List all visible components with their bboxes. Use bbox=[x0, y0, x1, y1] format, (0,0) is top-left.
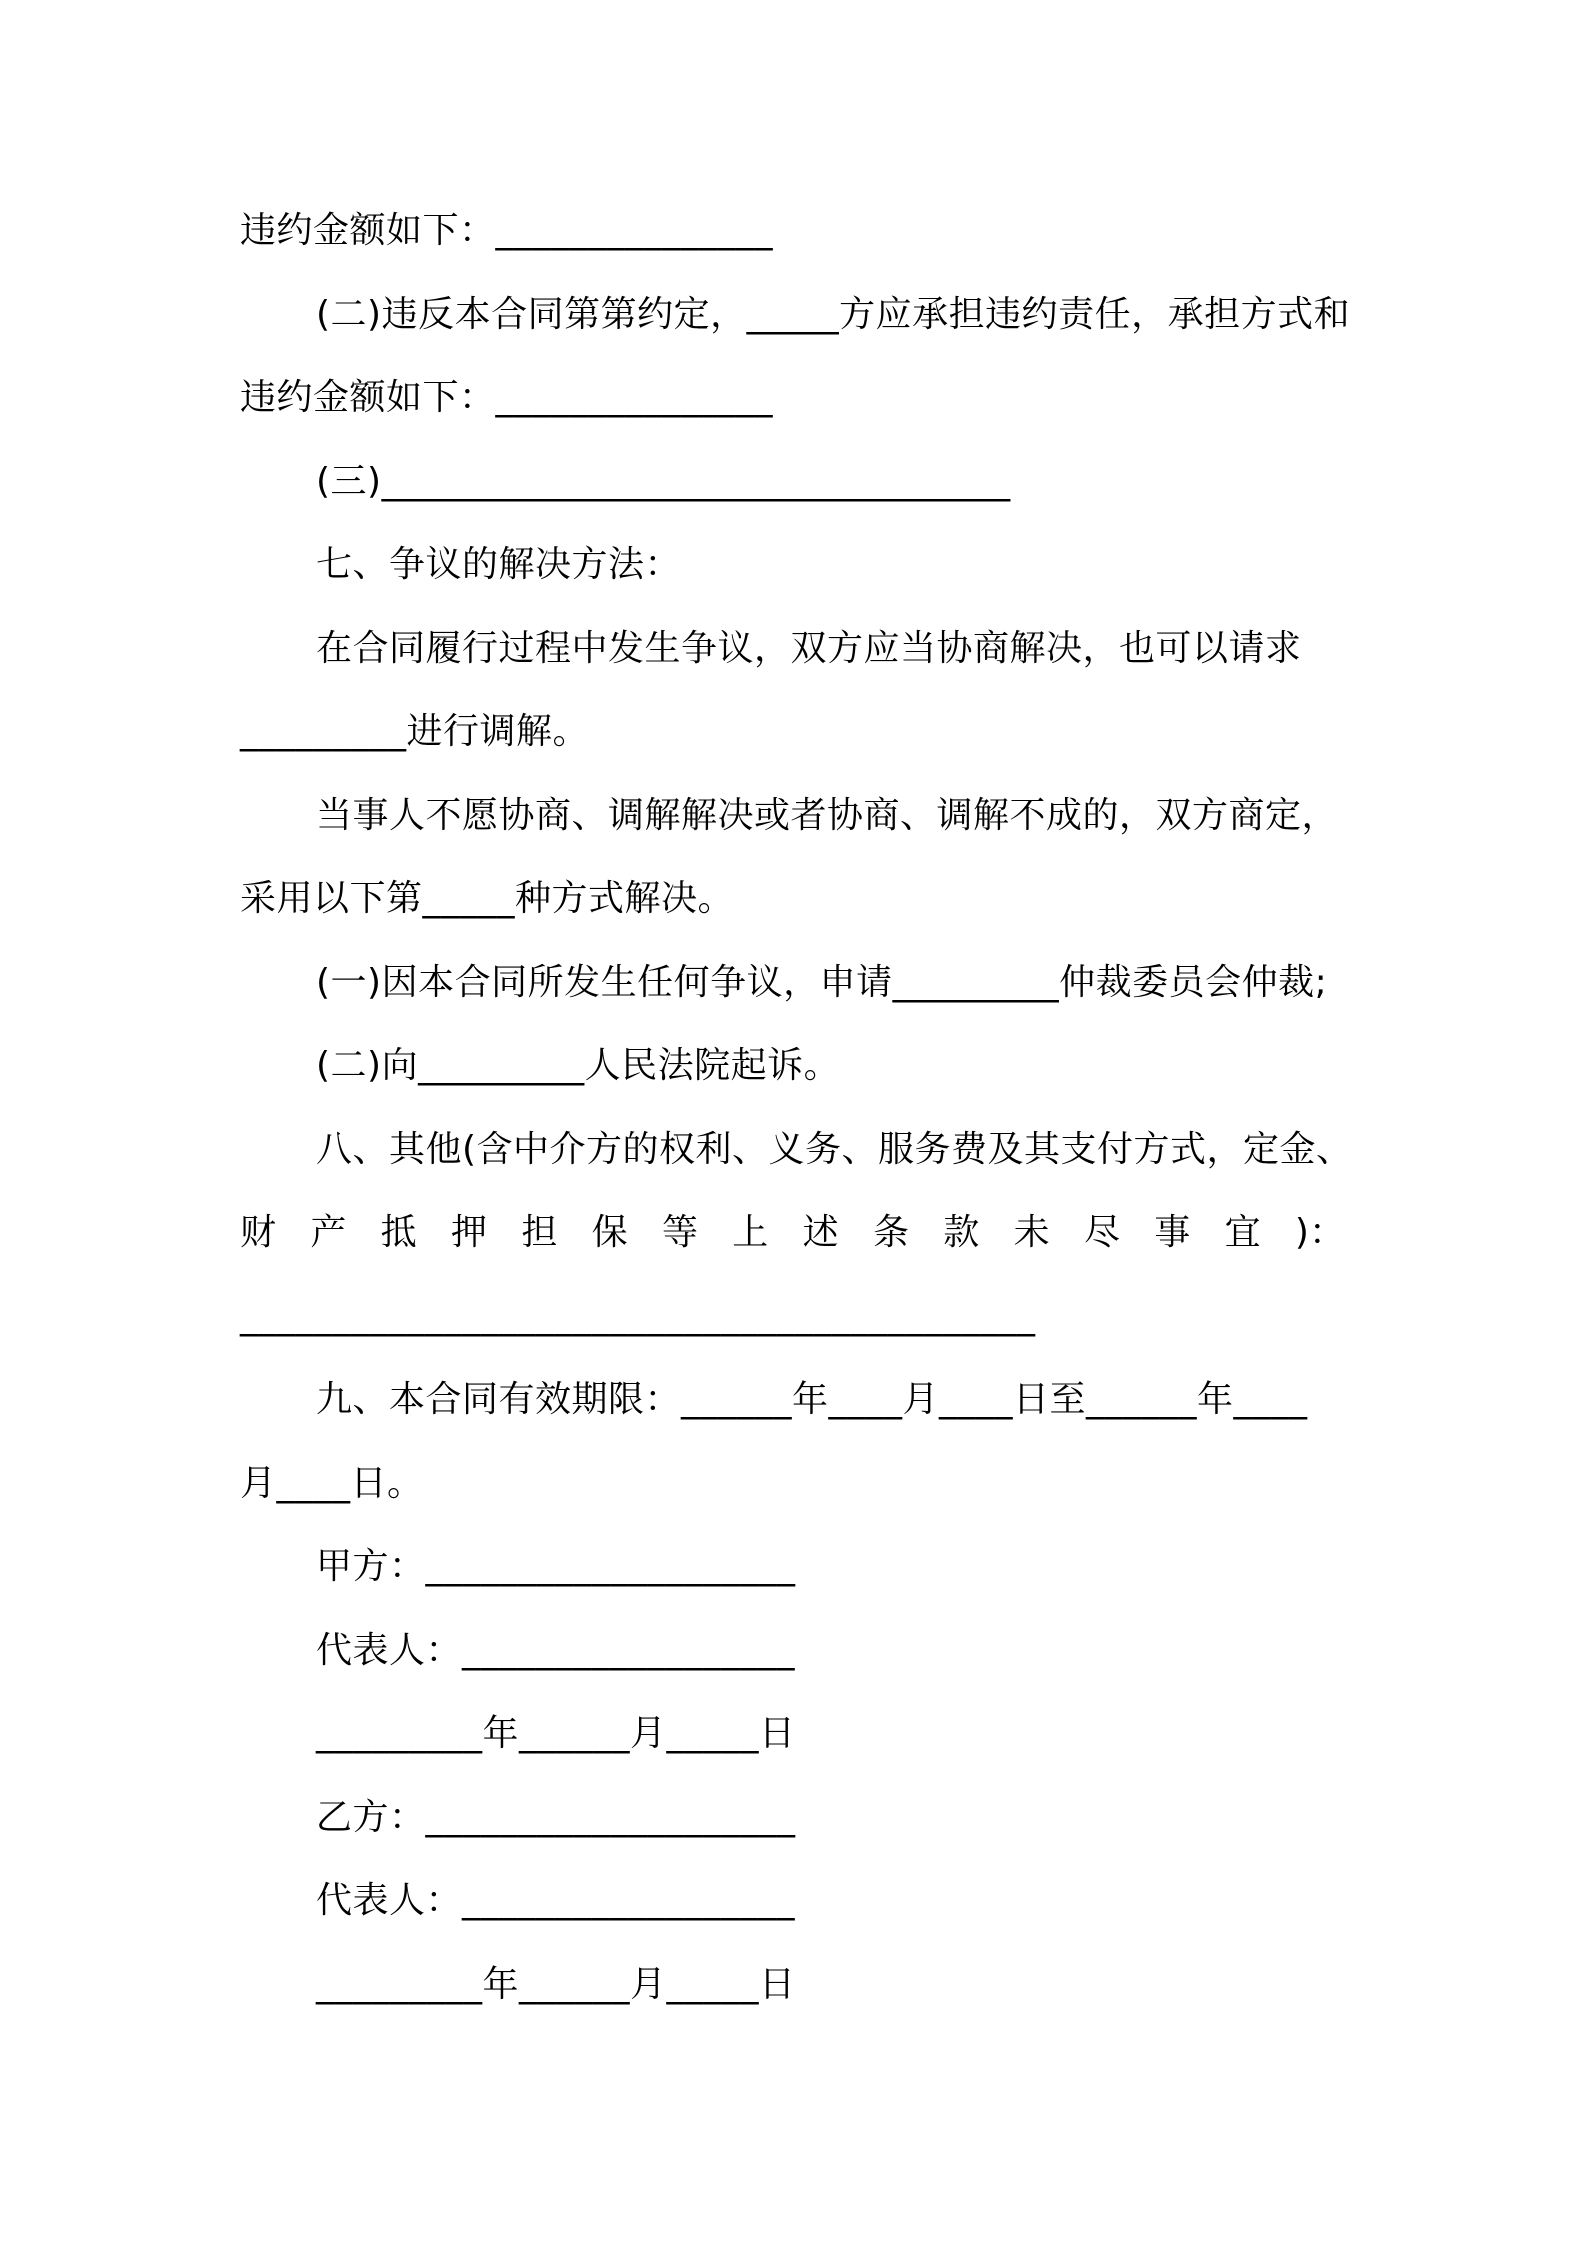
char: 担 bbox=[521, 1212, 558, 1253]
char: 述 bbox=[802, 1212, 839, 1253]
party-a-date: _________年______月_____日 bbox=[316, 1713, 796, 1754]
char: 产 bbox=[310, 1212, 347, 1253]
section-heading: 七、争议的解决方法： bbox=[316, 544, 682, 585]
clause-text-line: 违约金额如下：_______________ bbox=[240, 210, 774, 251]
validity-period-line: 月____日。 bbox=[240, 1463, 424, 1504]
char: 款 bbox=[943, 1212, 980, 1253]
char: 抵 bbox=[380, 1212, 417, 1253]
justified-text-line bbox=[240, 1209, 1345, 1257]
char: )： bbox=[1294, 1212, 1345, 1253]
party-a-signature: 甲方：____________________ bbox=[316, 1546, 796, 1587]
validity-period-line: 九、本合同有效期限：______年____月____日至______年____ bbox=[316, 1379, 1308, 1420]
clause-text-line: (三)__________________________________ bbox=[316, 461, 1011, 502]
blank-fill-line: ___________________________________________ bbox=[240, 1296, 1036, 1337]
clause-text-line: (一)因本合同所发生任何争议，申请_________仲裁委员会仲裁; bbox=[316, 962, 1328, 1003]
char: 上 bbox=[732, 1212, 769, 1253]
party-b-date: _________年______月_____日 bbox=[316, 1964, 796, 2005]
clause-text-line: 在合同履行过程中发生争议，双方应当协商解决，也可以请求 bbox=[316, 628, 1302, 669]
party-b-representative: 代表人：__________________ bbox=[316, 1880, 796, 1921]
clause-text-line: (二)向_________人民法院起诉。 bbox=[316, 1045, 841, 1086]
party-a-representative: 代表人：__________________ bbox=[316, 1630, 796, 1671]
char: 事 bbox=[1154, 1212, 1191, 1253]
char: 条 bbox=[872, 1212, 909, 1253]
clause-text-line: 当事人不愿协商、调解解决或者协商、调解不成的，双方商定， bbox=[316, 795, 1339, 836]
clause-text-line: 违约金额如下：_______________ bbox=[240, 377, 774, 418]
char: 等 bbox=[661, 1212, 698, 1253]
char: 押 bbox=[450, 1212, 487, 1253]
char: 尽 bbox=[1083, 1212, 1120, 1253]
char: 宜 bbox=[1224, 1212, 1261, 1253]
char: 保 bbox=[591, 1212, 628, 1253]
char: 财 bbox=[240, 1212, 277, 1253]
clause-text-line: 采用以下第_____种方式解决。 bbox=[240, 878, 735, 919]
clause-text-line: (二)违反本合同第第约定，_____方应承担违约责任，承担方式和 bbox=[316, 294, 1351, 335]
section-heading: 八、其他(含中介方的权利、义务、服务费及其支付方式，定金、 bbox=[316, 1129, 1353, 1170]
party-b-signature: 乙方：____________________ bbox=[316, 1797, 796, 1838]
clause-text-line: _________进行调解。 bbox=[240, 711, 590, 752]
char: 未 bbox=[1013, 1212, 1050, 1253]
